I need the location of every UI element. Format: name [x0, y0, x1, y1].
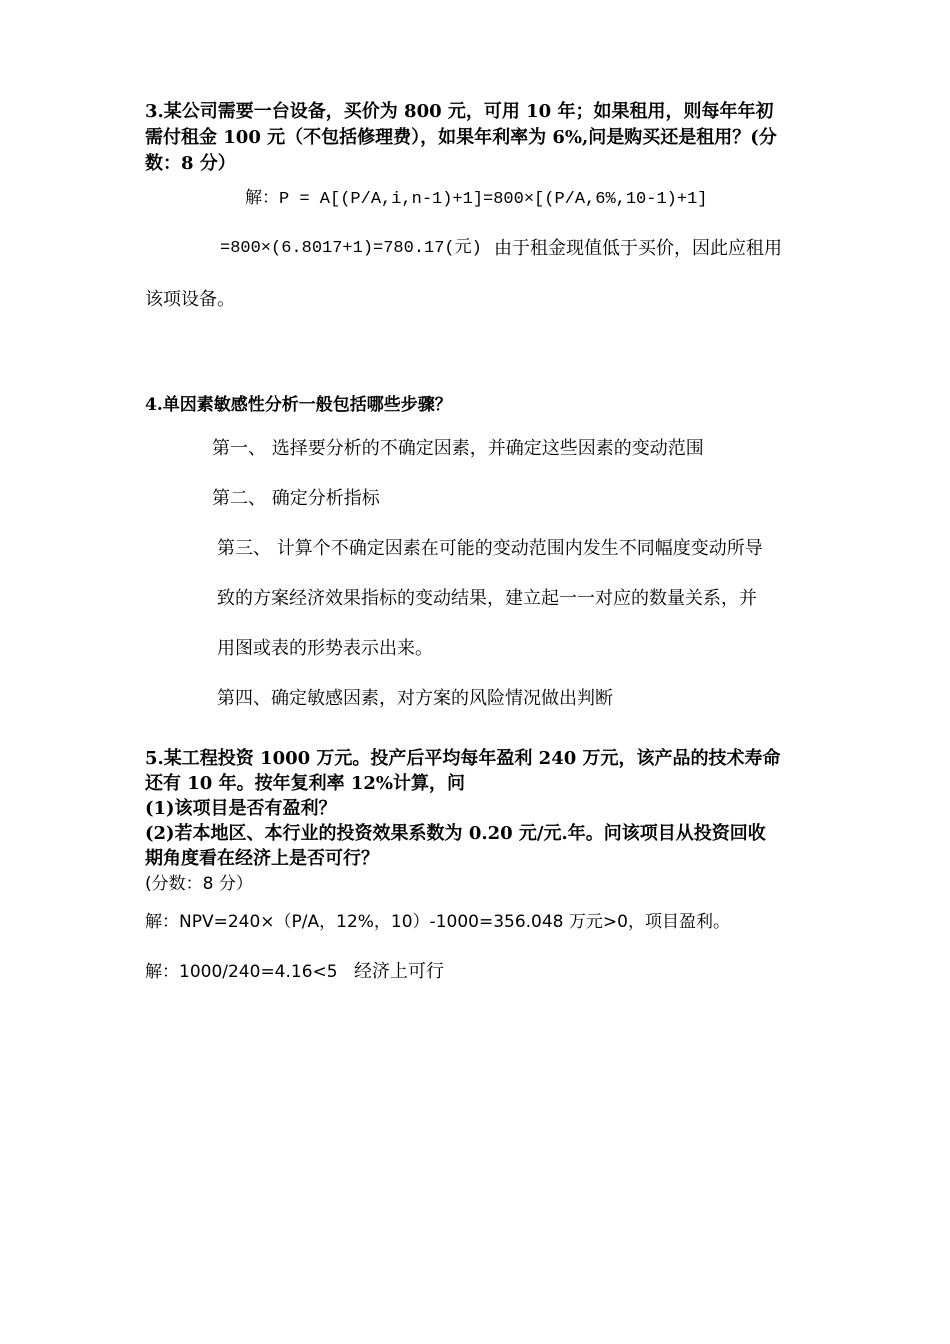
q5-answer-2-calc: 解：1000/240=4.16<5 — [145, 962, 338, 982]
q4-step-3-cont-1: 致的方案经济效果指标的变动结果，建立起一一对应的数量关系，并 — [217, 588, 757, 609]
q3-solution-calc: =800×(6.8017+1)=780.17(元) — [220, 239, 482, 258]
q4-step-1: 第一、 选择要分析的不确定因素，并确定这些因素的变动范围 — [212, 438, 704, 459]
q3-solution-conclusion-cont: 该项设备。 — [145, 289, 235, 310]
q3-line-3: 数：8 分） — [145, 153, 236, 174]
q4-step-2: 第二、 确定分析指标 — [212, 488, 380, 509]
q4-title: 4.单因素敏感性分析一般包括哪些步骤？ — [145, 395, 452, 415]
q4-step-3-cont-2: 用图或表的形势表示出来。 — [217, 638, 433, 659]
q5-line-4: (2)若本地区、本行业的投资效果系数为 0.20 元/元.年。问该项目从投资回收 — [145, 823, 766, 844]
q3-line-1: 3.某公司需要一台设备，买价为 800 元，可用 10 年；如果租用，则每年年初 — [145, 101, 774, 122]
q4-step-4: 第四、确定敏感因素，对方案的风险情况做出判断 — [217, 688, 613, 709]
q5-answer-2-result: 经济上可行 — [354, 961, 444, 982]
q3-line-2: 需付租金 100 元（不包括修理费），如果年利率为 6%,问是购买还是租用？(分 — [145, 127, 777, 148]
q4-step-3: 第三、 计算个不确定因素在可能的变动范围内发生不同幅度变动所导 — [217, 538, 763, 559]
q5-line-3: (1)该项目是否有盈利？ — [145, 798, 337, 819]
q3-solution-conclusion: 由于租金现值低于买价，因此应租用 — [494, 238, 782, 259]
q5-line-2: 还有 10 年。按年复利率 12%计算，问 — [145, 773, 465, 794]
q5-line-1: 5.某工程投资 1000 万元。投产后平均每年盈利 240 万元，该产品的技术寿命 — [145, 748, 781, 769]
q3-solution-formula: 解：P = A[(P/A,i,n-1)+1]=800×[(P/A,6%,10-1)+1] — [245, 190, 708, 209]
q5-line-5: 期角度看在经济上是否可行？ — [145, 848, 379, 869]
q5-score: (分数：8 分） — [145, 874, 253, 894]
q5-answer-1: 解：NPV=240×（P/A，12%，10）-1000=356.048 万元>0，项目盈利。 — [145, 912, 730, 932]
